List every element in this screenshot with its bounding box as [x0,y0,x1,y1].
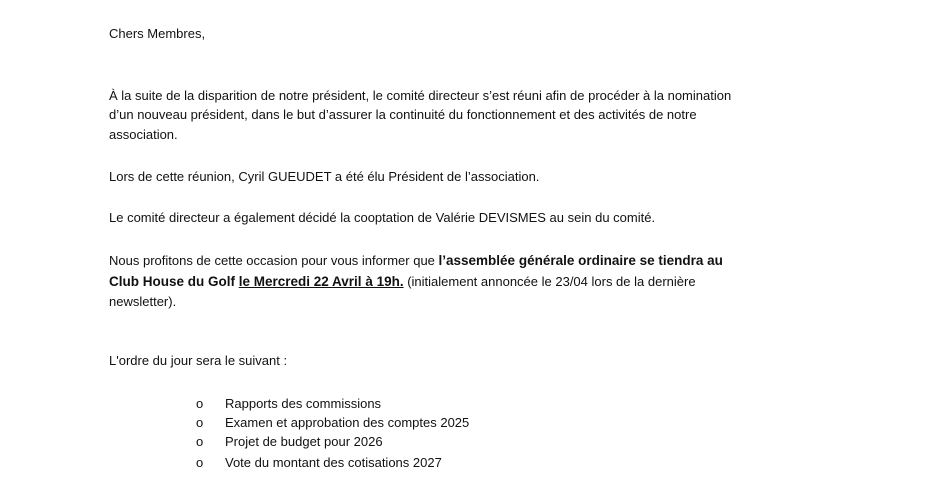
paragraph-line: d’un nouveau président, dans le but d’assurer la continuité du fonctionnement et des activités de notre [109,107,697,122]
text: Nous profitons de cette occasion pour vous informer que [109,253,439,268]
agenda-item [196,432,383,451]
agenda-item-label: Rapports des commissions [225,396,382,411]
paragraph-assembly-line2 [109,272,696,291]
agenda-item [196,394,381,413]
text: (initialement annoncée le 23/04 lors de la dernière [403,274,696,289]
agenda-intro: L'ordre du jour sera le suivant : [109,353,288,368]
bold-text: Club House du Golf [109,274,239,289]
greeting: Chers Membres, [109,26,206,41]
agenda-item-label: Examen et approbation des comptes 2025 [225,415,470,430]
paragraph-cooptation: Le comité directeur a également décidé la cooptation de Valérie DEVISMES au sein du comité. [109,210,656,225]
bullet-icon: o [196,396,204,411]
agenda-item [196,413,469,432]
agenda-item-label: Vote du montant des cotisations 2027 [225,455,442,470]
agenda-item [196,453,442,472]
paragraph-election: Lors de cette réunion, Cyril GUEUDET a été élu Président de l’association. [109,169,540,184]
agenda-item-label: Projet de budget pour 2026 [225,434,383,449]
paragraph-assembly-line1 [109,251,723,270]
bullet-icon: o [196,455,204,470]
paragraph-assembly-line3: newsletter). [109,294,177,309]
bullet-icon: o [196,415,204,430]
date-text: le Mercredi 22 Avril à 19h. [238,274,404,289]
paragraph-line: association. [109,127,178,142]
paragraph-line: À la suite de la disparition de notre président, le comité directeur s’est réuni afin de procéder à la nomination [109,88,732,103]
bold-text: l’assemblée générale ordinaire se tiendra au [438,253,723,268]
bullet-icon: o [196,434,204,449]
